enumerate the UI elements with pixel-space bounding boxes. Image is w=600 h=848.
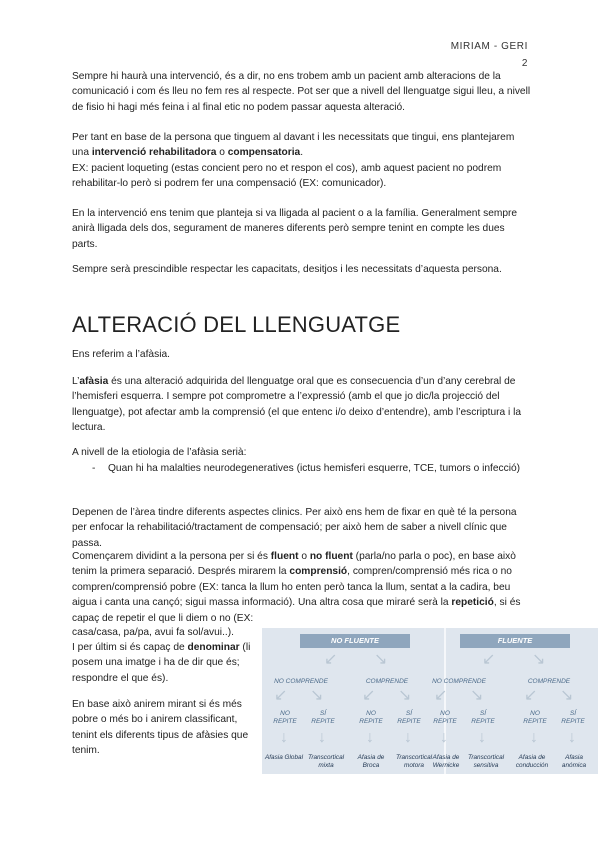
arrow-down-icon: ↓ [366,729,374,746]
si-repite-label: SÍ REPITE [471,710,495,725]
paragraph-denominar: I per últim si és capaç de denominar (li posem una imatge i ha de dir que és; respondre el que és). [72,642,251,684]
aphasia-type: Transcortical mixta [307,754,345,769]
arrow-down-left-icon: ↙ [434,687,448,704]
aphasia-type: Transcortical motora [395,754,433,769]
arrow-down-icon: ↓ [280,729,288,746]
arrow-down-right-icon: ↘ [560,687,574,704]
arrow-down-right-icon: ↘ [470,687,484,704]
term-no-fluent: no fluent [309,551,353,562]
term-compensatoria: compensatoria [227,147,301,159]
paragraph-summary: En base això anirem mirant si és més pobre o més bo i anirem classificant, tenint els diferents tipus de afàsies que tenim. [72,699,249,757]
arrow-down-left-icon: ↙ [362,687,376,704]
arrow-down-right-icon: ↘ [374,651,388,668]
arrow-down-icon: ↓ [404,729,412,746]
paragraph-afasia-intro: Ens referim a l’afàsia. [72,349,170,360]
aphasia-type: Afasia Global [264,754,303,761]
si-repite-label: SÍ REPITE [397,710,421,725]
term-afasia: afàsia [79,376,109,387]
no-comprende-label: NO COMPRENDE [274,678,328,685]
term-repeticio: repetició [451,597,494,609]
paragraph-family: En la intervenció ens tenim que planteja si va lligada al pacient o a la família. Generalment sempre anirà lligada dels dos, segurament de maneres diferents però sempre tenint en compte les dues parts. [72,208,518,250]
paragraph-afasia-definition: L’afàsia és una alteració adquirida del llenguatge oral que es consecuencia d’un d’any cerebral de l’hemisferi esquerra. I sempre pot comprometre a l’expressió (amb el que jo dic/la projecció del llenguatge), pot afectar amb la comprensió (el que entenc i/o deixo d’entendre), amb l’escriptura i la lectura. [72,376,522,434]
paragraph-classification: Començarem dividint a la persona per si és fluent o no fluent (parla/no parla o poc), en base això tenim la primera separació. Després mirarem la comprensió, compren/comprensió més rica o no compren/comprensió pobre (EX: tanca la llum ho enten però tanca la llum, sentat a la cadira, beu aigua i canta una cançó; sigui massa informació). Una altra cosa que miraré serà la repetició, si és capaç de repetir el que li diem o no (EX: [72,551,521,624]
arrow-down-icon: ↓ [318,729,326,746]
no-repite-label: NO REPITE [433,710,457,725]
term-rehab: intervenció rehabilitadora [91,147,217,159]
section-title: ALTERACIÓ DEL LLENGUATGE [72,312,401,337]
arrow-down-left-icon: ↙ [482,651,496,668]
paragraph-clinical: Depenen de l’àrea tindre diferents aspectes clinics. Per això ens hem de fixar en què té la persona per enfocar la rehabilitació/tractament de compensació; per això hem de saber a nivell clínic que passa. [72,507,517,549]
aphasia-classification-diagram [262,628,598,774]
term-comprensio: comprensió [289,566,348,578]
aphasia-type: Transcortical sensitiva [467,754,505,769]
list-item [92,461,522,476]
bullet-dash: - [92,463,96,474]
si-repite-label: SÍ REPITE [311,710,335,725]
aphasia-type: Afasia de Wernicke [432,754,460,769]
no-repite-label: NO REPITE [273,710,297,725]
aphasia-type: Afasia de Broca [357,754,385,769]
arrow-down-left-icon: ↙ [324,651,338,668]
si-repite-label: SÍ REPITE [561,710,585,725]
author-label: MIRIAM - GERI [450,41,528,52]
no-comprende-label: NO COMPRENDE [432,678,486,685]
no-repite-label: NO REPITE [359,710,383,725]
page-header [451,38,528,72]
page-number: 2 [521,58,528,69]
term-denominar: denominar [187,642,240,653]
arrow-down-right-icon: ↘ [532,651,546,668]
arrow-down-icon: ↓ [568,729,576,746]
paragraph-rehab-compensation: Per tant en base de la persona que tinguem al davant i les necessitats que tingui, ens plantejarem una intervenció rehabilitadora o compensatoria. EX: pacient loqueting (estas concient pero no et respon el cos), amb aquest pacient no podrem rehabilitar-lo però si podrem fer una compensació (EX: comunicador). [72,132,515,190]
comprende-label: COMPRENDE [365,678,409,685]
example-loqueting: EX: pacient loqueting (estas concient pero no et respon el cos), amb aquest pacient no podrem rehabilitar-lo però si podrem fer una compensació (EX: comunicador). [72,162,502,190]
paragraph-etiology: A nivell de la etiologia de l’afàsia serià: [72,447,247,458]
comprende-label: COMPRENDE [527,678,571,685]
arrow-down-right-icon: ↘ [310,687,324,704]
bullet-text: Quan hi ha malalties neurodegeneratives (ictus hemisferi esquerre, TCE, tumors o infecció) [108,463,521,474]
no-repite-label: NO REPITE [523,710,547,725]
arrow-down-icon: ↓ [530,729,538,746]
arrow-down-icon: ↓ [440,729,448,746]
fluente-header: FLUENTE [460,634,570,648]
arrow-down-icon: ↓ [478,729,486,746]
aphasia-type: Afasia anómica [561,754,587,769]
arrow-down-left-icon: ↙ [274,687,288,704]
arrow-down-left-icon: ↙ [524,687,538,704]
term-fluent: fluent [270,551,299,562]
aphasia-type: Afasia de conducción [515,754,549,769]
paragraph-intervention: Sempre hi haurà una intervenció, és a dir, no ens trobem amb un pacient amb alteracions de la comunicació i com és lleu no fem res al respecte. Pot ser que a nivell del llenguatge sigui lleu, a nivell de fisio hi hagi més feina i al final etic no podem passar aquesta alteració. [72,71,531,113]
no-fluente-header: NO FLUENTE [300,634,410,648]
arrow-down-right-icon: ↘ [398,687,412,704]
paragraph-respect: Sempre serà prescindible respectar les capacitats, desitjos i les necessitats d’aquesta persona. [72,264,502,275]
paragraph-repeat-example: casa/casa, pa/pa, avui fa sol/avui..). [72,627,234,638]
